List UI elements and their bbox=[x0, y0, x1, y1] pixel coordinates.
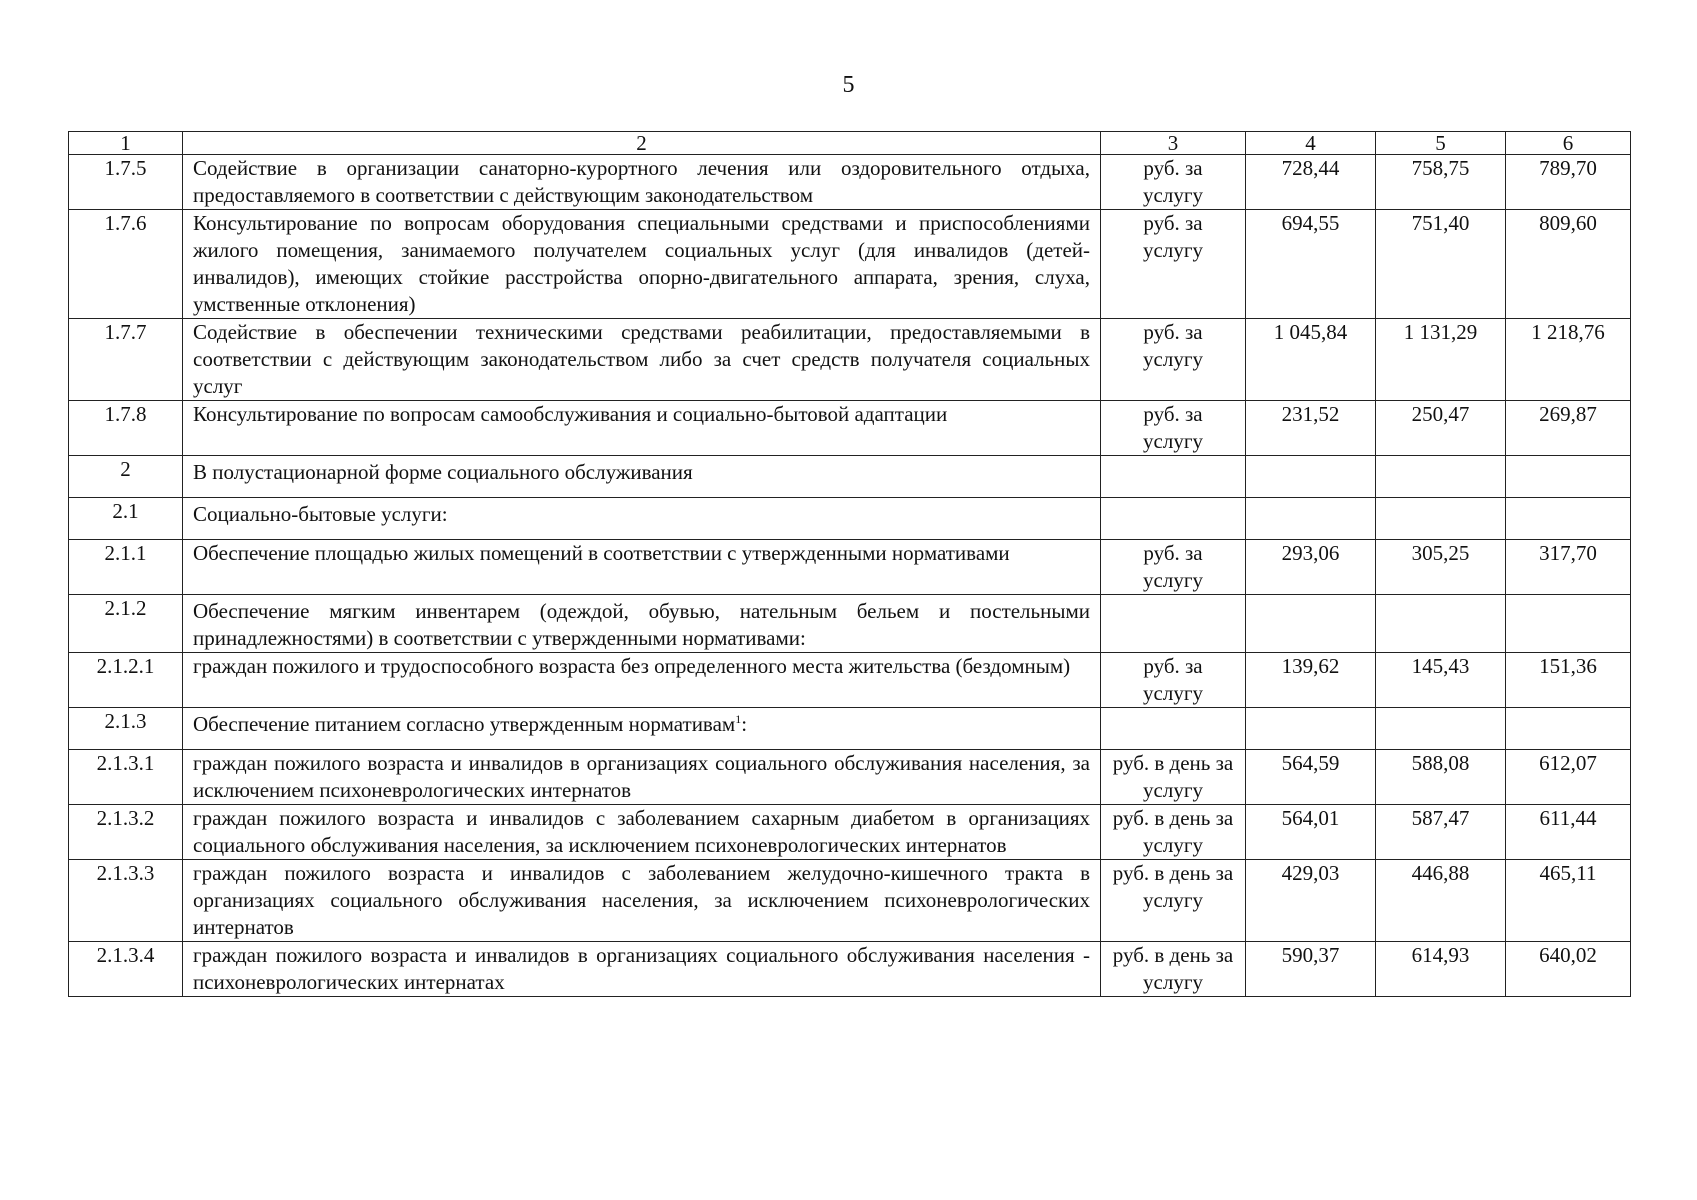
tariff-value-col5: 305,25 bbox=[1376, 540, 1506, 595]
unit-of-measure: руб. за услугу bbox=[1101, 540, 1246, 595]
row-code: 2.1.3 bbox=[69, 708, 183, 750]
tariff-value-col5: 751,40 bbox=[1376, 210, 1506, 319]
description-text: Обеспечение питанием согласно утвержденным нормативам bbox=[193, 712, 736, 736]
service-description: граждан пожилого возраста и инвалидов в организациях социального обслуживания населения - психоневрологических интернатах bbox=[183, 942, 1101, 997]
service-description: Содействие в организации санаторно-курортного лечения или оздоровительного отдыха, предоставляемого в соответствии с действующим законодательством bbox=[183, 155, 1101, 210]
table-row bbox=[69, 860, 1631, 942]
description-text-tail: : bbox=[741, 712, 748, 736]
unit-of-measure: руб. в день за услугу bbox=[1101, 942, 1246, 997]
tariff-value-col4 bbox=[1246, 595, 1376, 653]
tariff-value-col5: 758,75 bbox=[1376, 155, 1506, 210]
row-code: 1.7.6 bbox=[69, 210, 183, 319]
tariff-value-col6: 465,11 bbox=[1506, 860, 1631, 942]
row-code: 2.1.3.1 bbox=[69, 750, 183, 805]
tariff-value-col4: 231,52 bbox=[1246, 401, 1376, 456]
row-code: 2.1 bbox=[69, 498, 183, 540]
table-row bbox=[69, 401, 1631, 456]
unit-of-measure: руб. за услугу bbox=[1101, 155, 1246, 210]
tariff-value-col4: 1 045,84 bbox=[1246, 319, 1376, 401]
tariff-value-col5: 614,93 bbox=[1376, 942, 1506, 997]
tariff-value-col4: 728,44 bbox=[1246, 155, 1376, 210]
tariff-value-col5: 145,43 bbox=[1376, 653, 1506, 708]
service-description: граждан пожилого возраста и инвалидов в организациях социального обслуживания населения, за исключением психоневрологических интернатов bbox=[183, 750, 1101, 805]
tariff-value-col4 bbox=[1246, 498, 1376, 540]
column-number: 6 bbox=[1506, 132, 1631, 155]
table-row bbox=[69, 750, 1631, 805]
column-number: 2 bbox=[183, 132, 1101, 155]
row-code: 2.1.3.2 bbox=[69, 805, 183, 860]
tariff-value-col6 bbox=[1506, 456, 1631, 498]
tariff-value-col5 bbox=[1376, 456, 1506, 498]
column-number: 4 bbox=[1246, 132, 1376, 155]
row-code: 2.1.1 bbox=[69, 540, 183, 595]
tariff-value-col4: 564,01 bbox=[1246, 805, 1376, 860]
tariff-value-col4: 429,03 bbox=[1246, 860, 1376, 942]
table-row bbox=[69, 210, 1631, 319]
row-code: 1.7.7 bbox=[69, 319, 183, 401]
service-description: граждан пожилого возраста и инвалидов с заболеванием сахарным диабетом в организациях социального обслуживания населения, за исключением психоневрологических интернатов bbox=[183, 805, 1101, 860]
table-row bbox=[69, 540, 1631, 595]
tariff-value-col5: 446,88 bbox=[1376, 860, 1506, 942]
tariff-value-col6: 640,02 bbox=[1506, 942, 1631, 997]
service-description: граждан пожилого возраста и инвалидов с заболеванием желудочно-кишечного тракта в организациях социального обслуживания населения, за исключением психоневрологических интернатов bbox=[183, 860, 1101, 942]
tariff-value-col6 bbox=[1506, 595, 1631, 653]
service-description bbox=[183, 708, 1101, 750]
service-description: В полустационарной форме социального обслуживания bbox=[183, 456, 1101, 498]
column-number: 5 bbox=[1376, 132, 1506, 155]
row-code: 2 bbox=[69, 456, 183, 498]
tariff-value-col4: 293,06 bbox=[1246, 540, 1376, 595]
unit-of-measure bbox=[1101, 595, 1246, 653]
row-code: 2.1.3.3 bbox=[69, 860, 183, 942]
tariff-value-col5 bbox=[1376, 595, 1506, 653]
tariff-table bbox=[68, 131, 1631, 997]
unit-of-measure: руб. в день за услугу bbox=[1101, 860, 1246, 942]
tariff-value-col6: 612,07 bbox=[1506, 750, 1631, 805]
tariff-value-col5: 588,08 bbox=[1376, 750, 1506, 805]
column-number-row bbox=[69, 132, 1631, 155]
table-row bbox=[69, 155, 1631, 210]
unit-of-measure: руб. в день за услугу bbox=[1101, 805, 1246, 860]
table-row bbox=[69, 708, 1631, 750]
unit-of-measure: руб. за услугу bbox=[1101, 653, 1246, 708]
service-description: Обеспечение площадью жилых помещений в соответствии с утвержденными нормативами bbox=[183, 540, 1101, 595]
service-description: Консультирование по вопросам оборудования специальными средствами и приспособлениями жилого помещения, занимаемого получателем социальных услуг (для инвалидов (детей-инвалидов), имеющих стойкие расстройства опорно-двигательного аппарата, зрения, слуха, умственные отклонения) bbox=[183, 210, 1101, 319]
page-number: 5 bbox=[842, 72, 855, 98]
tariff-value-col6: 809,60 bbox=[1506, 210, 1631, 319]
unit-of-measure: руб. за услугу bbox=[1101, 401, 1246, 456]
service-description: граждан пожилого и трудоспособного возраста без определенного места жительства (бездомным) bbox=[183, 653, 1101, 708]
tariff-value-col6: 789,70 bbox=[1506, 155, 1631, 210]
row-code: 2.1.3.4 bbox=[69, 942, 183, 997]
row-code: 1.7.5 bbox=[69, 155, 183, 210]
table-row bbox=[69, 653, 1631, 708]
unit-of-measure: руб. за услугу bbox=[1101, 319, 1246, 401]
table-row bbox=[69, 805, 1631, 860]
row-code: 2.1.2.1 bbox=[69, 653, 183, 708]
tariff-value-col4: 694,55 bbox=[1246, 210, 1376, 319]
row-code: 2.1.2 bbox=[69, 595, 183, 653]
unit-of-measure bbox=[1101, 498, 1246, 540]
tariff-value-col4: 139,62 bbox=[1246, 653, 1376, 708]
table-row bbox=[69, 498, 1631, 540]
row-code: 1.7.8 bbox=[69, 401, 183, 456]
tariff-value-col4: 590,37 bbox=[1246, 942, 1376, 997]
tariff-value-col6: 151,36 bbox=[1506, 653, 1631, 708]
footnote-mark: 1 bbox=[735, 712, 742, 726]
tariff-value-col5: 250,47 bbox=[1376, 401, 1506, 456]
unit-of-measure bbox=[1101, 456, 1246, 498]
tariff-value-col6: 317,70 bbox=[1506, 540, 1631, 595]
tariff-value-col5 bbox=[1376, 498, 1506, 540]
service-description: Обеспечение мягким инвентарем (одеждой, обувью, нательным бельем и постельными принадлежностями) в соответствии с утвержденными нормативами: bbox=[183, 595, 1101, 653]
column-number: 3 bbox=[1101, 132, 1246, 155]
tariff-value-col4: 564,59 bbox=[1246, 750, 1376, 805]
table-row bbox=[69, 942, 1631, 997]
service-description: Социально-бытовые услуги: bbox=[183, 498, 1101, 540]
tariff-value-col6 bbox=[1506, 498, 1631, 540]
table-row bbox=[69, 456, 1631, 498]
unit-of-measure: руб. за услугу bbox=[1101, 210, 1246, 319]
tariff-value-col5 bbox=[1376, 708, 1506, 750]
tariff-value-col5: 587,47 bbox=[1376, 805, 1506, 860]
unit-of-measure: руб. в день за услугу bbox=[1101, 750, 1246, 805]
table-row bbox=[69, 595, 1631, 653]
tariff-value-col6: 269,87 bbox=[1506, 401, 1631, 456]
column-number: 1 bbox=[69, 132, 183, 155]
tariff-value-col6: 1 218,76 bbox=[1506, 319, 1631, 401]
service-description: Консультирование по вопросам самообслуживания и социально-бытовой адаптации bbox=[183, 401, 1101, 456]
table-row bbox=[69, 319, 1631, 401]
tariff-value-col5: 1 131,29 bbox=[1376, 319, 1506, 401]
tariff-value-col4 bbox=[1246, 456, 1376, 498]
tariff-value-col4 bbox=[1246, 708, 1376, 750]
tariff-value-col6 bbox=[1506, 708, 1631, 750]
tariff-value-col6: 611,44 bbox=[1506, 805, 1631, 860]
service-description: Содействие в обеспечении техническими средствами реабилитации, предоставляемыми в соответствии с действующим законодательством либо за счет средств получателя социальных услуг bbox=[183, 319, 1101, 401]
unit-of-measure bbox=[1101, 708, 1246, 750]
